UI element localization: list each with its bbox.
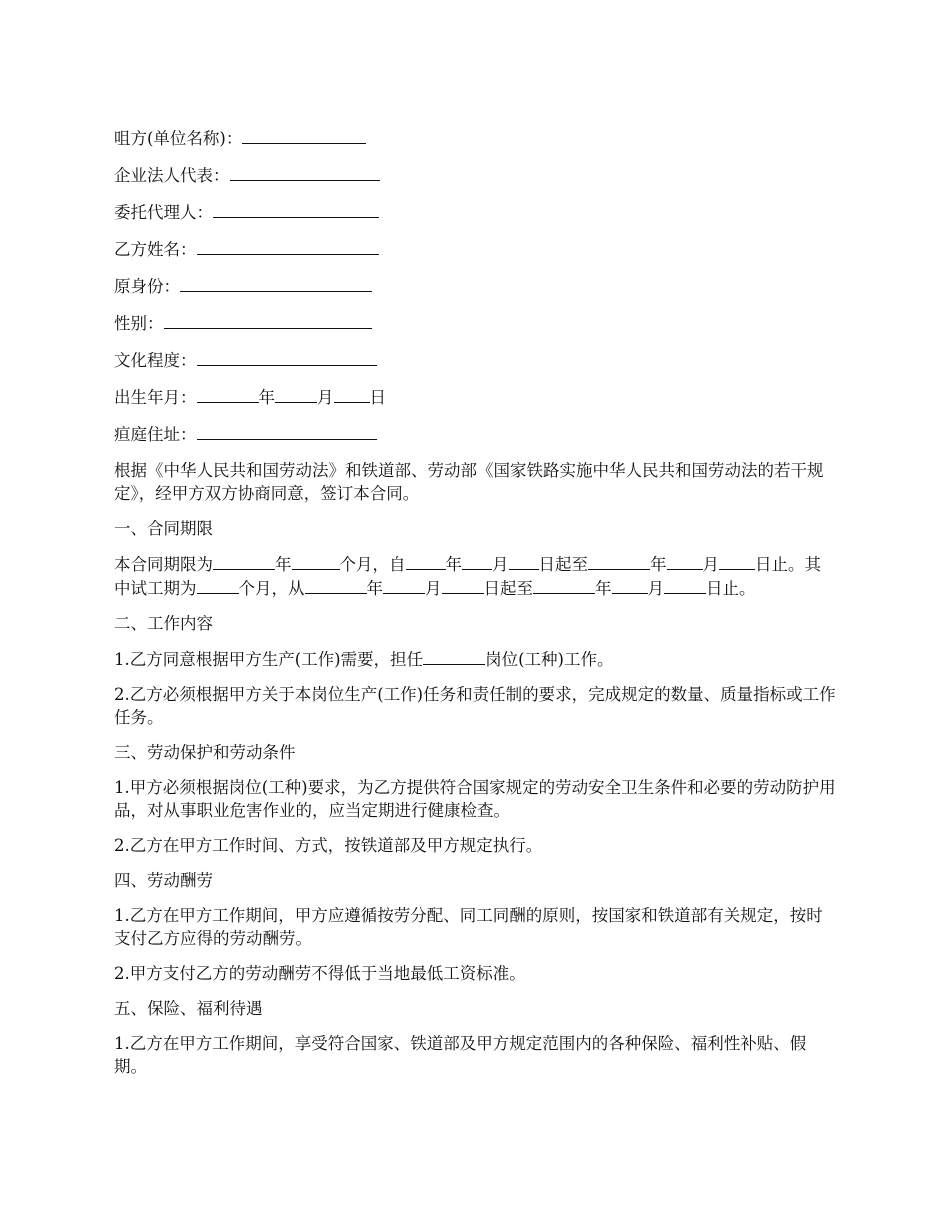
address-blank[interactable] [197,422,377,440]
party-b-name-blank[interactable] [197,237,379,255]
trial-start-year-blank[interactable] [305,576,367,594]
start-day-blank[interactable] [509,552,539,570]
section-4-item-2: 2.甲方支付乙方的劳动酬劳不得低于当地最低工资标准。 [114,964,526,983]
trial-start-day-blank[interactable] [442,576,484,594]
end-year-blank[interactable] [588,552,650,570]
section-1-title: 一、合同期限 [114,519,213,538]
position-blank[interactable] [423,647,485,665]
intro-paragraph: 根据《中华人民共和国劳动法》和铁道部、劳动部《国家铁路实施中华人民共和国劳动法的若干规定》，经甲方双方协商同意，签订本合同。 [114,461,824,503]
birth-month-blank[interactable] [275,385,317,403]
term-text: 年 [595,579,612,598]
trial-end-month-blank[interactable] [612,576,648,594]
identity-field [114,274,836,298]
agent-blank[interactable] [213,200,379,218]
section-5-item-1: 1.乙方在甲方工作期间，享受符合国家、铁道部及甲方规定范围内的各种保险、福利性补贴、假期。 [114,1034,807,1076]
end-month-blank[interactable] [667,552,703,570]
gender-field [114,311,836,335]
trial-end-year-blank[interactable] [533,576,595,594]
term-text: 月 [492,555,509,574]
trial-start-month-blank[interactable] [383,576,425,594]
legal-rep-field [114,163,836,187]
section-5-title: 五、保险、福利待遇 [114,999,263,1018]
term-text: 日止。其中试工期为 [114,555,821,598]
term-text: 年 [650,555,667,574]
birth-year-blank[interactable] [197,385,259,403]
agent-field [114,200,836,224]
legal-rep-blank[interactable] [230,163,380,181]
identity-label: 原身份： [114,277,180,296]
item-text: 1.乙方同意根据甲方生产(工作)需要，担任 [114,650,424,669]
term-text: 年 [275,555,292,574]
item-text: 岗位(工种)工作。 [485,650,614,669]
term-text: 个月，从 [238,579,305,598]
trial-end-day-blank[interactable] [664,576,706,594]
section-4-title: 四、劳动酬劳 [114,871,213,890]
birth-label: 出生年月： [114,388,197,407]
section-3-title: 三、劳动保护和劳动条件 [114,743,296,762]
term-months-blank[interactable] [292,552,340,570]
start-month-blank[interactable] [462,552,492,570]
birth-day-label: 日 [369,388,386,407]
legal-rep-label: 企业法人代表： [114,166,230,185]
trial-months-blank[interactable] [197,576,239,594]
term-text: 月 [647,579,664,598]
address-field [114,422,836,446]
section-4-item-1: 1.乙方在甲方工作期间，甲方应遵循按劳分配、同工同酬的原则，按国家和铁道部有关规定，按时支付乙方应得的劳动酬劳。 [114,906,823,948]
birth-month-label: 月 [317,388,334,407]
section-2-item-2: 2.乙方必须根据甲方关于本岗位生产(工作)任务和责任制的要求，完成规定的数量、质量指标或工作任务。 [114,685,836,727]
end-day-blank[interactable] [719,552,755,570]
term-text: 年 [445,555,462,574]
term-text: 本合同期限为 [114,555,213,574]
term-text: 日止。 [706,579,756,598]
identity-blank[interactable] [180,274,372,292]
agent-label: 委托代理人： [114,203,213,222]
address-label: 疸庭住址： [114,425,197,444]
section-2-item-1 [114,647,836,671]
party-b-name-label: 乙方姓名： [114,240,197,259]
education-field [114,348,836,372]
term-text: 日起至 [483,579,533,598]
section-2-title: 二、工作内容 [114,614,213,633]
term-text: 月 [425,579,442,598]
section-3-item-1: 1.甲方必须根据岗位(工种)要求，为乙方提供符合国家规定的劳动安全卫生条件和必要的劳动防护用品，对从事职业危害作业的，应当定期进行健康检查。 [114,778,836,820]
party-a-blank[interactable] [242,126,366,144]
section-3-item-2: 2.乙方在甲方工作时间、方式，按铁道部及甲方规定执行。 [114,836,543,855]
gender-label: 性别： [114,314,164,333]
term-text: 个月，自 [339,555,406,574]
party-a-field [114,126,836,150]
contract-page [114,126,836,1090]
term-years-blank[interactable] [213,552,275,570]
birth-day-blank[interactable] [334,385,370,403]
section-1-term-paragraph [114,552,836,600]
education-label: 文化程度： [114,351,197,370]
party-b-name-field [114,237,836,261]
birth-year-label: 年 [258,388,275,407]
gender-blank[interactable] [164,311,372,329]
education-blank[interactable] [197,348,377,366]
party-a-label: 咀方(单位名称)： [114,129,243,148]
term-text: 月 [702,555,719,574]
birth-field [114,385,836,409]
start-year-blank[interactable] [406,552,446,570]
term-text: 日起至 [538,555,588,574]
term-text: 年 [366,579,383,598]
